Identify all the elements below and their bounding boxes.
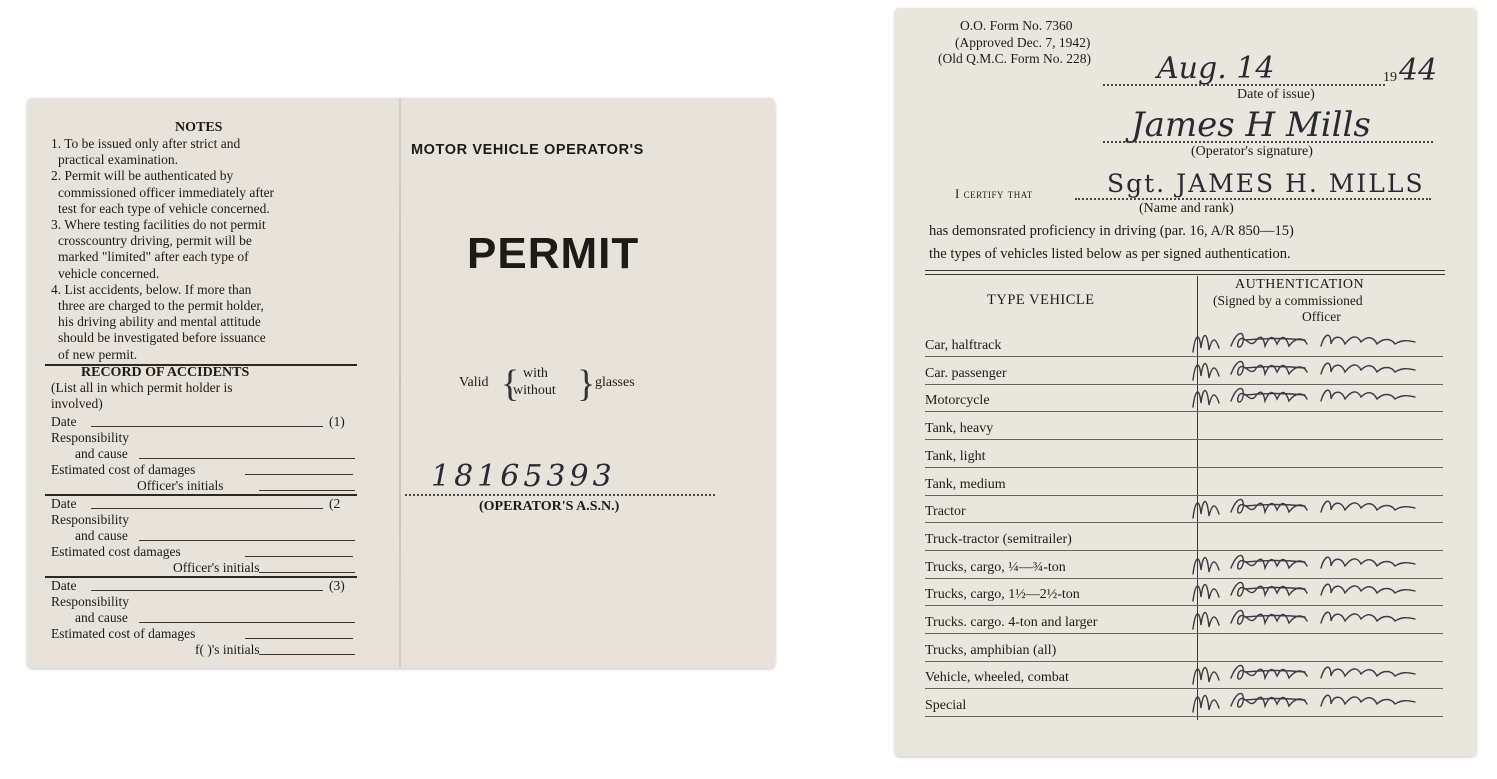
officer-signature-mark (1185, 603, 1435, 637)
operator-signature-handwritten: James H Mills (1131, 105, 1371, 145)
col-auth-sub-2: Officer (1302, 309, 1341, 324)
accident-initials-label: Officer's initials (173, 560, 260, 575)
accident-fill-line (91, 426, 323, 427)
certify-label: I certify that (955, 186, 1033, 201)
note-line: vehicle concerned. (58, 265, 160, 281)
vehicle-type-label: Tank, medium (925, 476, 1006, 492)
accident-fill-line (139, 622, 355, 623)
col-type-header: TYPE VEHICLE (987, 292, 1095, 308)
record-subtitle: (List all in which permit holder is (51, 380, 233, 395)
cover-title: PERMIT (467, 229, 640, 278)
note-line: 3. Where testing facilities do not permit (51, 217, 266, 232)
glasses-label: glasses (595, 375, 635, 390)
brace-right: } (577, 363, 596, 405)
asn-label: (OPERATOR'S A.S.N.) (479, 499, 620, 514)
officer-signature-mark (1185, 381, 1435, 415)
note-line: 2. Permit will be authenticated by (51, 168, 234, 184)
note-line: 1. To be issued only after strict and (51, 136, 241, 151)
valid-label: Valid (459, 375, 489, 390)
signature-line (1103, 141, 1433, 143)
asn-value: 18165393 (431, 459, 616, 494)
accident-number: (2 (329, 496, 341, 511)
accident-date-label: Date (51, 496, 77, 511)
accident-responsibility-label: Responsibility (51, 594, 130, 609)
note-line: three are charged to the permit holder, (58, 298, 264, 313)
accident-date-label: Date (51, 578, 77, 593)
accident-divider (45, 576, 357, 578)
record-title: RECORD OF ACCIDENTS (81, 365, 250, 380)
note-line: 4. List accidents, below. If more than (51, 281, 252, 297)
note-line: crosscountry driving, permit will be (58, 233, 252, 249)
accident-fill-line (259, 654, 355, 655)
col-auth-header: AUTHENTICATION (1235, 277, 1365, 292)
accident-initials-label: Officer's initials (137, 478, 224, 493)
accident-fill-line (245, 638, 353, 639)
authentication-card (895, 8, 1476, 756)
vehicle-type-label: Trucks, cargo, 1½—2½-ton (925, 587, 1080, 603)
accident-fill-line (259, 572, 355, 573)
vehicle-type-label: Trucks, amphibian (all) (925, 642, 1057, 658)
vehicle-type-label: Trucks. cargo. 4-ton and larger (925, 615, 1098, 630)
vehicle-type-label: Tank, heavy (925, 421, 994, 437)
proficiency-text-2: the types of vehicles listed below as per signed authentication. (929, 246, 1291, 262)
vehicle-type-label: Tank, light (925, 448, 986, 464)
note-line: commissioned officer immediately after (58, 184, 275, 200)
form-old-number: (Old Q.M.C. Form No. 228) (938, 51, 1092, 66)
note-line: of new permit. (58, 346, 138, 362)
accident-initials-label: f( )'s initials (195, 642, 260, 657)
vehicle-type-label: Motorcycle (925, 393, 990, 409)
accident-fill-line (139, 458, 355, 459)
accident-fill-line (259, 490, 355, 491)
accident-cost-label: Estimated cost of damages (51, 462, 196, 477)
name-label: (Name and rank) (1139, 201, 1234, 216)
accident-number: (3) (329, 578, 345, 593)
vehicle-type-label: Vehicle, wheeled, combat (925, 670, 1069, 686)
vehicle-type-label: Car, halftrack (925, 338, 1002, 353)
accident-responsibility-label: Responsibility (51, 430, 130, 445)
accident-number: (1) (329, 414, 345, 429)
vehicle-type-label: Trucks, cargo, ¼—¾-ton (925, 559, 1066, 575)
accident-fill-line (245, 474, 353, 475)
accident-fill-line (91, 508, 323, 509)
col-auth-sub-1: (Signed by a commissioned (1213, 293, 1363, 308)
note-line: marked "limited" after each type of (58, 249, 249, 265)
proficiency-text-1: has demonsrated proficiency in driving (par. 16, A/R 850—15) (929, 223, 1294, 239)
vehicle-type-label: Car. passenger (925, 365, 1007, 381)
accident-cost-label: Estimated cost damages (51, 544, 181, 559)
permit-cover-card (27, 98, 775, 668)
record-subtitle-2: involved) (51, 396, 103, 411)
accident-date-label: Date (51, 414, 77, 429)
accident-cost-label: Estimated cost of damages (51, 626, 196, 641)
vehicle-type-label: Special (925, 698, 967, 714)
vehicle-row-line (925, 439, 1443, 440)
with-option: with (523, 366, 548, 381)
note-line: his driving ability and mental attitude (58, 314, 261, 330)
signature-label: (Operator's signature) (1191, 144, 1313, 159)
date-label: Date of issue) (1237, 87, 1315, 102)
table-top-rule (925, 270, 1445, 271)
accident-divider (45, 494, 357, 496)
officer-signature-mark (1185, 686, 1435, 720)
accident-fill-line (245, 556, 353, 557)
table-top-rule-2 (925, 274, 1445, 275)
cover-heading: MOTOR VEHICLE OPERATOR'S (411, 142, 644, 158)
officer-signature-mark (1185, 492, 1435, 526)
notes-title: NOTES (175, 120, 223, 135)
vehicle-row-line (925, 467, 1443, 468)
accident-fill-line (91, 590, 323, 591)
accident-cause-label: and cause (75, 528, 128, 543)
accident-cause-label: and cause (75, 446, 128, 461)
note-line: test for each type of vehicle concerned. (58, 200, 270, 216)
year-prefix: 19 (1383, 70, 1397, 85)
brace-left: { (501, 363, 520, 405)
vehicle-type-label: Truck-tractor (semitrailer) (925, 531, 1072, 547)
accident-fill-line (139, 540, 355, 541)
form-number: O.O. Form No. 7360 (960, 18, 1073, 33)
without-option: without (513, 383, 556, 398)
date-line (1103, 84, 1385, 86)
note-line: should be investigated before issuance (58, 330, 266, 346)
accident-cause-label: and cause (75, 610, 128, 625)
issue-year-handwritten: 44 (1399, 53, 1438, 88)
card-fold (399, 98, 401, 668)
asn-line (405, 494, 715, 496)
accident-responsibility-label: Responsibility (51, 512, 130, 527)
name-line (1075, 198, 1431, 200)
note-line: practical examination. (58, 152, 178, 168)
issue-date-handwritten: Aug. 14 (1157, 51, 1275, 86)
name-rank-handwritten: Sgt. JAMES H. MILLS (1107, 169, 1425, 198)
vehicle-type-label: Tractor (925, 504, 966, 520)
form-approved: (Approved Dec. 7, 1942) (955, 35, 1091, 50)
